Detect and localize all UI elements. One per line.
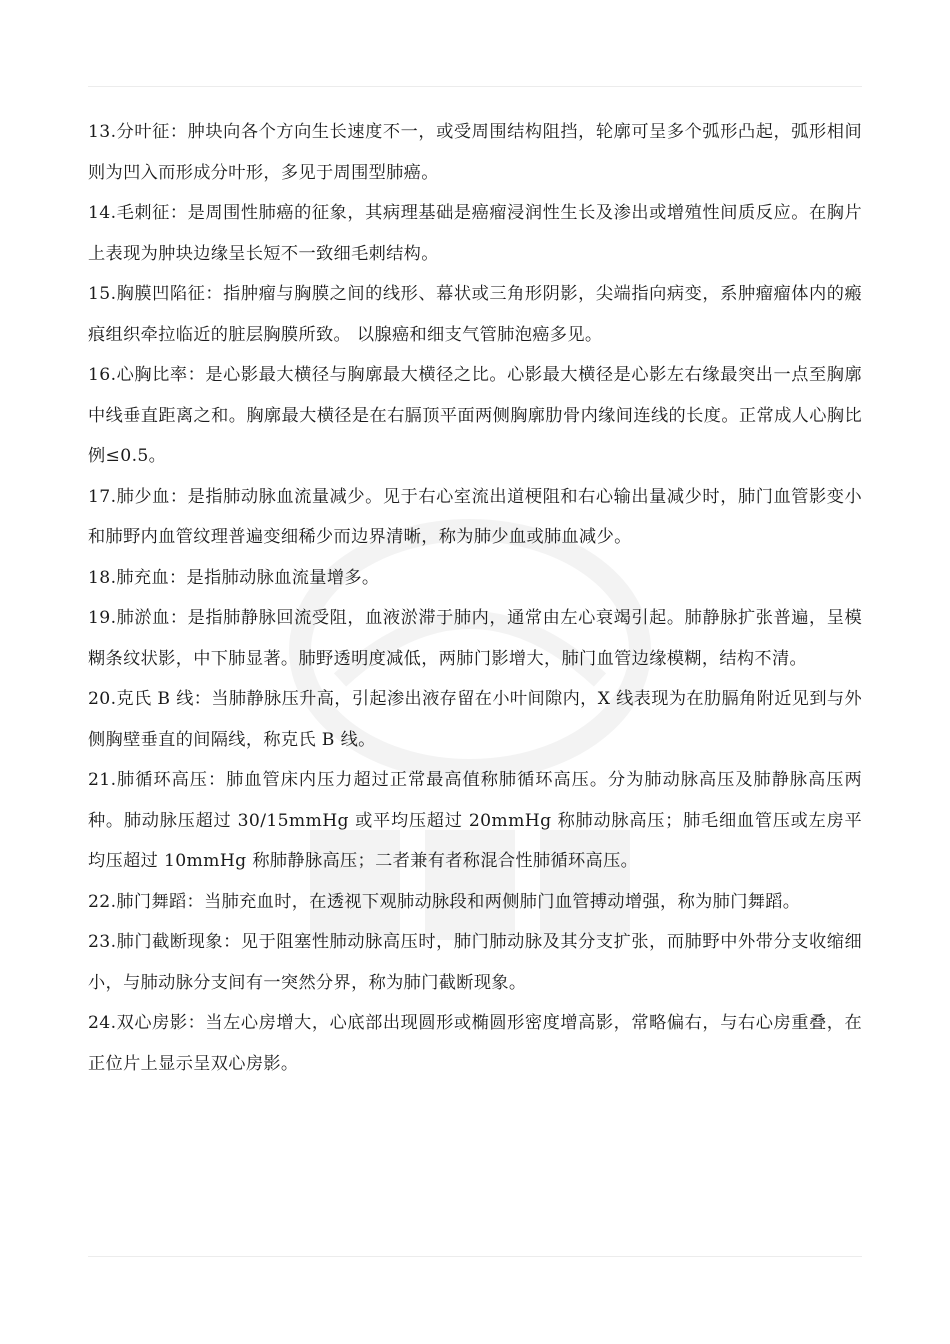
entry-21-pulmonary-hypertension: 21.肺循环高压：肺血管床内压力超过正常最高值称肺循环高压。分为肺动脉高压及肺静脉高压两种。肺动脉压超过 30/15mmHg 或平均压超过 20mmHg 称肺动脉高压；肺毛细血管压或左房平均压超过 10mmHg 称肺静脉高压；二者兼有者称混合性肺循环高压。	[88, 770, 862, 871]
entry-24-double-atrial-shadow: 24.双心房影：当左心房增大，心底部出现圆形或椭圆形密度增高影，常略偏右，与右心房重叠，在正位片上显示呈双心房影。	[88, 1013, 862, 1074]
entry-13-lobulation-sign: 13.分叶征：肿块向各个方向生长速度不一，或受周围结构阻挡，轮廓可呈多个弧形凸起，弧形相间则为凹入而形成分叶形，多见于周围型肺癌。	[88, 122, 862, 183]
entry-18-pulmonary-plethora: 18.肺充血：是指肺动脉血流量增多。	[88, 567, 380, 588]
entry-16-cardiothoracic-ratio: 16.心胸比率：是心影最大横径与胸廓最大横径之比。心影最大横径是心影左右缘最突出一点至胸廓中线垂直距离之和。胸廓最大横径是在右膈顶平面两侧胸廓肋骨内缘间连线的长度。正常成人心胸比例≤0.5。	[88, 365, 862, 466]
entry-17-pulmonary-oligemia: 17.肺少血：是指肺动脉血流量减少。见于右心室流出道梗阻和右心输出量减少时，肺门血管影变小和肺野内血管纹理普遍变细稀少而边界清晰，称为肺少血或肺血减少。	[88, 486, 862, 547]
footer-divider	[88, 1256, 862, 1257]
entry-22-hilar-dance: 22.肺门舞蹈：当肺充血时，在透视下观肺动脉段和两侧肺门血管搏动增强，称为肺门舞蹈。	[88, 891, 801, 912]
entry-15-pleural-indentation-sign: 15.胸膜凹陷征：指肿瘤与胸膜之间的线形、幕状或三角形阴影，尖端指向病变，系肿瘤瘤体内的瘢痕组织牵拉临近的脏层胸膜所致。 以腺癌和细支气管肺泡癌多见。	[88, 284, 862, 345]
entry-23-hilar-amputation: 23.肺门截断现象：见于阻塞性肺动脉高压时，肺门肺动脉及其分支扩张，而肺野中外带分支收缩细小，与肺动脉分支间有一突然分界，称为肺门截断现象。	[88, 932, 862, 993]
entry-20-kerley-b-lines: 20.克氏 B 线：当肺静脉压升高，引起渗出液存留在小叶间隙内，X 线表现为在肋膈角附近见到与外侧胸壁垂直的间隔线，称克氏 B 线。	[88, 689, 862, 750]
entry-19-pulmonary-congestion: 19.肺淤血：是指肺静脉回流受阻，血液淤滞于肺内，通常由左心衰竭引起。肺静脉扩张普遍，呈模糊条纹状影，中下肺显著。肺野透明度减低，两肺门影增大，肺门血管边缘模糊，结构不清。	[88, 608, 862, 669]
header-divider	[88, 86, 862, 87]
entries-list	[88, 112, 862, 1084]
entry-14-spiculation-sign: 14.毛刺征：是周围性肺癌的征象，其病理基础是癌瘤浸润性生长及渗出或增殖性间质反应。在胸片上表现为肿块边缘呈长短不一致细毛刺结构。	[88, 203, 862, 264]
